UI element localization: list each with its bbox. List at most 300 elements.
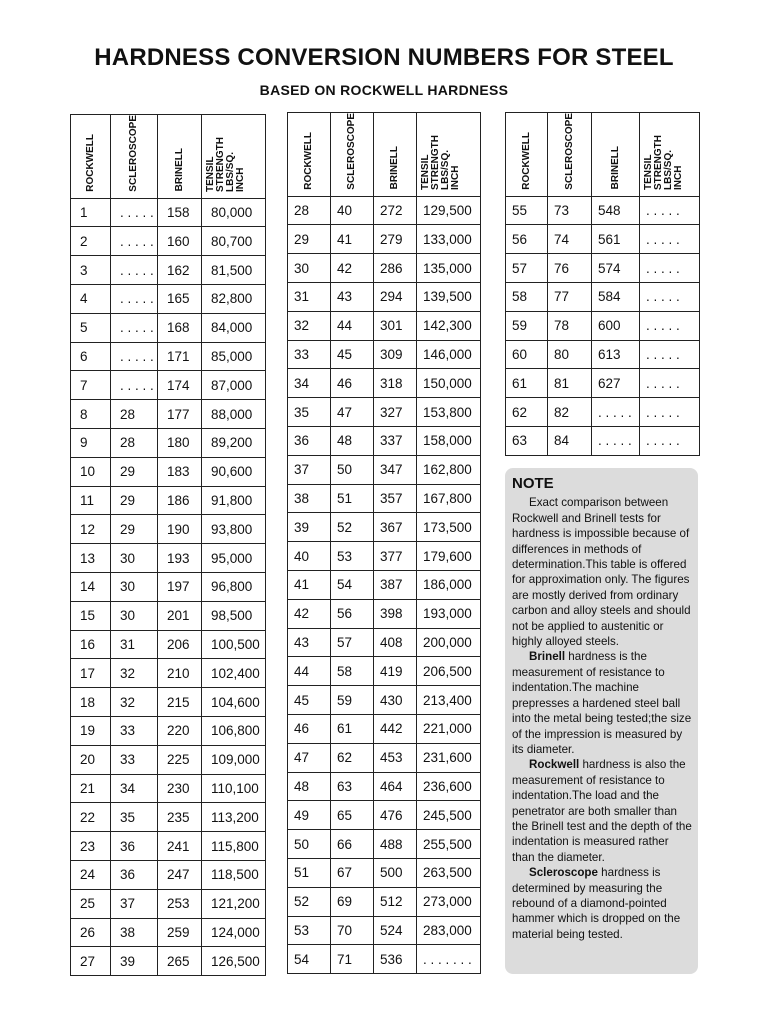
header-scleroscope: SCLEROSCOPE: [331, 113, 374, 197]
table-row: [71, 832, 266, 861]
table-row: [506, 340, 700, 369]
table-row: [71, 342, 266, 371]
tensile-strength-cell: 102,400: [202, 659, 266, 688]
rockwell-cell: 40: [288, 542, 331, 571]
tensile-strength-cell: 142,300: [417, 311, 481, 340]
header-brinell: BRINELL: [158, 115, 202, 199]
scleroscope-cell: 82: [548, 398, 592, 427]
tensile-strength-cell: 153,800: [417, 398, 481, 427]
scleroscope-cell: 59: [331, 686, 374, 715]
brinell-cell: 536: [374, 945, 417, 974]
rockwell-cell: 21: [71, 774, 111, 803]
scleroscope-cell: 45: [331, 340, 374, 369]
table-row: [288, 542, 481, 571]
scleroscope-cell: 77: [548, 283, 592, 312]
brinell-cell: 265: [158, 947, 202, 976]
rockwell-cell: 14: [71, 573, 111, 602]
table-row: [506, 254, 700, 283]
scleroscope-cell: 47: [331, 398, 374, 427]
scleroscope-cell: 30: [111, 601, 158, 630]
scleroscope-cell: 29: [111, 486, 158, 515]
table-row: [71, 889, 266, 918]
table-row: [506, 311, 700, 340]
table-row: [506, 196, 700, 225]
rockwell-cell: 60: [506, 340, 548, 369]
brinell-term: Brinell: [529, 650, 566, 664]
tensile-strength-cell: 146,000: [417, 340, 481, 369]
scleroscope-cell: 30: [111, 573, 158, 602]
tensile-strength-cell: 162,800: [417, 455, 481, 484]
header-brinell: BRINELL: [374, 113, 417, 197]
scleroscope-cell: 44: [331, 311, 374, 340]
rockwell-cell: 25: [71, 889, 111, 918]
header-tensile-strength: TENSIL STRENGTH LBS/SQ. INCH: [202, 115, 266, 199]
rockwell-cell: 31: [288, 283, 331, 312]
scleroscope-cell: 34: [111, 774, 158, 803]
scleroscope-cell: 36: [111, 832, 158, 861]
brinell-cell: 301: [374, 311, 417, 340]
table-row: [288, 398, 481, 427]
brinell-cell: 476: [374, 801, 417, 830]
table-row: [71, 198, 266, 227]
scleroscope-cell: 53: [331, 542, 374, 571]
table-row: [71, 515, 266, 544]
header-rockwell: ROCKWELL: [71, 115, 111, 199]
tensile-strength-cell: 115,800: [202, 832, 266, 861]
tensile-strength-cell: 81,500: [202, 256, 266, 285]
table-row: [71, 688, 266, 717]
tensile-strength-cell: 245,500: [417, 801, 481, 830]
table-row: [288, 772, 481, 801]
scleroscope-cell: . . . . .: [111, 256, 158, 285]
table-row: [506, 283, 700, 312]
table-row: [71, 774, 266, 803]
tensile-strength-cell: 236,600: [417, 772, 481, 801]
brinell-cell: 309: [374, 340, 417, 369]
scleroscope-cell: . . . . .: [111, 285, 158, 314]
tensile-strength-cell: . . . . .: [640, 283, 700, 312]
rockwell-cell: 26: [71, 918, 111, 947]
rockwell-cell: 33: [288, 340, 331, 369]
brinell-description: hardness is the measurement of resistance to indentation.The machine prepresses a hardened steel ball into the metal being tested;the size of the impression is measured by its diameter.: [512, 650, 692, 756]
rockwell-cell: 19: [71, 717, 111, 746]
brinell-cell: 318: [374, 369, 417, 398]
rockwell-cell: 41: [288, 571, 331, 600]
rockwell-cell: 30: [288, 254, 331, 283]
brinell-cell: 464: [374, 772, 417, 801]
table-row: [288, 628, 481, 657]
tensile-strength-cell: 135,000: [417, 254, 481, 283]
tensile-strength-cell: 96,800: [202, 573, 266, 602]
brinell-cell: 286: [374, 254, 417, 283]
rockwell-cell: 51: [288, 859, 331, 888]
scleroscope-cell: 35: [111, 803, 158, 832]
rockwell-cell: 9: [71, 429, 111, 458]
rockwell-cell: 11: [71, 486, 111, 515]
rockwell-cell: 6: [71, 342, 111, 371]
scleroscope-cell: . . . . .: [111, 227, 158, 256]
brinell-cell: 488: [374, 830, 417, 859]
tensile-strength-cell: 100,500: [202, 630, 266, 659]
rockwell-cell: 3: [71, 256, 111, 285]
table-row: [71, 227, 266, 256]
rockwell-cell: 5: [71, 313, 111, 342]
tensile-strength-cell: 113,200: [202, 803, 266, 832]
brinell-cell: 162: [158, 256, 202, 285]
tensile-strength-cell: 231,600: [417, 743, 481, 772]
header-scleroscope: SCLEROSCOPE: [111, 115, 158, 199]
tensile-strength-cell: 110,100: [202, 774, 266, 803]
tensile-strength-cell: 88,000: [202, 400, 266, 429]
brinell-cell: 387: [374, 571, 417, 600]
scleroscope-cell: 57: [331, 628, 374, 657]
brinell-cell: 177: [158, 400, 202, 429]
rockwell-cell: 29: [288, 225, 331, 254]
table-row: [71, 918, 266, 947]
table-row: [288, 743, 481, 772]
scleroscope-cell: 39: [111, 947, 158, 976]
brinell-cell: 279: [374, 225, 417, 254]
scleroscope-cell: 61: [331, 715, 374, 744]
scleroscope-cell: 52: [331, 513, 374, 542]
tensile-strength-cell: . . . . .: [640, 340, 700, 369]
scleroscope-cell: 56: [331, 599, 374, 628]
rockwell-cell: 32: [288, 311, 331, 340]
brinell-cell: 377: [374, 542, 417, 571]
rockwell-cell: 45: [288, 686, 331, 715]
brinell-cell: 225: [158, 745, 202, 774]
brinell-cell: 259: [158, 918, 202, 947]
rockwell-cell: 62: [506, 398, 548, 427]
brinell-cell: 548: [592, 196, 640, 225]
rockwell-cell: 2: [71, 227, 111, 256]
note-paragraph-brinell: [512, 649, 692, 757]
table-row: [288, 715, 481, 744]
table-row: [506, 369, 700, 398]
table-row: [71, 803, 266, 832]
tensile-strength-cell: 82,800: [202, 285, 266, 314]
header-tensile-strength: TENSIL STRENGTH LBS/SQ. INCH: [417, 113, 481, 197]
table-row: [288, 945, 481, 974]
scleroscope-cell: . . . . .: [111, 371, 158, 400]
brinell-cell: 419: [374, 657, 417, 686]
rockwell-cell: 10: [71, 457, 111, 486]
tensile-strength-cell: 93,800: [202, 515, 266, 544]
header-rockwell: ROCKWELL: [288, 113, 331, 197]
scleroscope-cell: 48: [331, 427, 374, 456]
scleroscope-cell: 37: [111, 889, 158, 918]
rockwell-cell: 16: [71, 630, 111, 659]
scleroscope-cell: 65: [331, 801, 374, 830]
brinell-cell: 171: [158, 342, 202, 371]
rockwell-cell: 43: [288, 628, 331, 657]
note-paragraph-scleroscope: [512, 865, 692, 942]
table-row: [288, 916, 481, 945]
brinell-cell: 272: [374, 196, 417, 225]
tensile-strength-cell: 80,000: [202, 198, 266, 227]
brinell-cell: 190: [158, 515, 202, 544]
scleroscope-cell: 51: [331, 484, 374, 513]
header-tensile-strength: TENSIL STRENGTH LBS/SQ. INCH: [640, 113, 700, 197]
note-box: [505, 468, 698, 974]
rockwell-cell: 36: [288, 427, 331, 456]
brinell-cell: 357: [374, 484, 417, 513]
scleroscope-cell: 74: [548, 225, 592, 254]
table-row: [288, 196, 481, 225]
rockwell-cell: 37: [288, 455, 331, 484]
tensile-strength-cell: 206,500: [417, 657, 481, 686]
rockwell-cell: 63: [506, 427, 548, 456]
rockwell-cell: 1: [71, 198, 111, 227]
rockwell-cell: 4: [71, 285, 111, 314]
scleroscope-cell: 46: [331, 369, 374, 398]
brinell-cell: 168: [158, 313, 202, 342]
brinell-cell: 174: [158, 371, 202, 400]
table-row: [288, 455, 481, 484]
rockwell-cell: 49: [288, 801, 331, 830]
rockwell-cell: 53: [288, 916, 331, 945]
table-row: [288, 225, 481, 254]
rockwell-cell: 17: [71, 659, 111, 688]
scleroscope-cell: . . . . .: [111, 198, 158, 227]
brinell-cell: 574: [592, 254, 640, 283]
brinell-cell: 220: [158, 717, 202, 746]
rockwell-cell: 7: [71, 371, 111, 400]
rockwell-cell: 59: [506, 311, 548, 340]
table-row: [71, 285, 266, 314]
table-row: [288, 427, 481, 456]
brinell-cell: 197: [158, 573, 202, 602]
brinell-cell: 561: [592, 225, 640, 254]
brinell-cell: 210: [158, 659, 202, 688]
table-row: [288, 599, 481, 628]
rockwell-cell: 34: [288, 369, 331, 398]
header-brinell: BRINELL: [592, 113, 640, 197]
brinell-cell: 230: [158, 774, 202, 803]
scleroscope-cell: 66: [331, 830, 374, 859]
conversion-table-1: [70, 114, 266, 976]
rockwell-cell: 24: [71, 861, 111, 890]
page-subtitle: BASED ON ROCKWELL HARDNESS: [259, 82, 509, 98]
tensile-strength-cell: 95,000: [202, 544, 266, 573]
rockwell-cell: 50: [288, 830, 331, 859]
rockwell-cell: 48: [288, 772, 331, 801]
tensile-strength-cell: 133,000: [417, 225, 481, 254]
table-row: [71, 400, 266, 429]
brinell-cell: 500: [374, 859, 417, 888]
tensile-strength-cell: 263,500: [417, 859, 481, 888]
brinell-cell: 613: [592, 340, 640, 369]
brinell-cell: 160: [158, 227, 202, 256]
rockwell-description: hardness is also the measurement of resistance to indentation.The load and the penetrator are both smaller than the Brinell test and the depth of the indentation is measured rather than the diameter.: [512, 758, 692, 864]
rockwell-cell: 18: [71, 688, 111, 717]
tensile-strength-cell: 167,800: [417, 484, 481, 513]
tensile-strength-cell: 84,000: [202, 313, 266, 342]
table-row: [288, 311, 481, 340]
scleroscope-cell: 63: [331, 772, 374, 801]
tensile-strength-cell: 85,000: [202, 342, 266, 371]
table-row: [71, 256, 266, 285]
scleroscope-cell: 32: [111, 688, 158, 717]
scleroscope-cell: 76: [548, 254, 592, 283]
tensile-strength-cell: 213,400: [417, 686, 481, 715]
scleroscope-cell: 38: [111, 918, 158, 947]
rockwell-cell: 56: [506, 225, 548, 254]
tensile-strength-cell: 139,500: [417, 283, 481, 312]
scleroscope-cell: 69: [331, 887, 374, 916]
conversion-table-3: [505, 112, 700, 456]
tensile-strength-cell: . . . . . . .: [417, 945, 481, 974]
tensile-strength-cell: 193,000: [417, 599, 481, 628]
table-row: [288, 369, 481, 398]
note-heading: NOTE: [512, 475, 554, 492]
scleroscope-cell: 42: [331, 254, 374, 283]
tensile-strength-cell: . . . . .: [640, 254, 700, 283]
tensile-strength-cell: 80,700: [202, 227, 266, 256]
brinell-cell: 206: [158, 630, 202, 659]
tensile-strength-cell: 255,500: [417, 830, 481, 859]
tensile-strength-cell: . . . . .: [640, 196, 700, 225]
tensile-strength-cell: . . . . .: [640, 427, 700, 456]
rockwell-cell: 27: [71, 947, 111, 976]
scleroscope-cell: . . . . .: [111, 342, 158, 371]
tensile-strength-cell: 129,500: [417, 196, 481, 225]
tensile-strength-cell: 104,600: [202, 688, 266, 717]
note-paragraph-intro: Exact comparison between Rockwell and Brinell tests for hardness is impossible because of differences in methods of determination.This table is offered for approximation only. The figures are mostly derived from ordinary carbon and alloy steels and should not be applied to austenitic or highly alloyed steels.: [512, 496, 691, 649]
rockwell-cell: 35: [288, 398, 331, 427]
brinell-cell: 408: [374, 628, 417, 657]
table-row: [71, 630, 266, 659]
rockwell-cell: 39: [288, 513, 331, 542]
table-row: [71, 371, 266, 400]
table-row: [288, 254, 481, 283]
rockwell-cell: 57: [506, 254, 548, 283]
table-row: [288, 887, 481, 916]
scleroscope-term: Scleroscope: [529, 866, 598, 880]
brinell-cell: 337: [374, 427, 417, 456]
tensile-strength-cell: . . . . .: [640, 311, 700, 340]
tensile-strength-cell: 89,200: [202, 429, 266, 458]
rockwell-cell: 15: [71, 601, 111, 630]
rockwell-cell: 38: [288, 484, 331, 513]
brinell-cell: 247: [158, 861, 202, 890]
page-title: HARDNESS CONVERSION NUMBERS FOR STEEL: [94, 44, 674, 71]
scleroscope-cell: 36: [111, 861, 158, 890]
table-row: [71, 573, 266, 602]
tensile-strength-cell: 179,600: [417, 542, 481, 571]
conversion-table-2: [287, 112, 481, 974]
table-row: [71, 745, 266, 774]
rockwell-cell: 52: [288, 887, 331, 916]
tensile-strength-cell: 200,000: [417, 628, 481, 657]
scleroscope-cell: 29: [111, 515, 158, 544]
table-row: [71, 861, 266, 890]
header-scleroscope: SCLEROSCOPE: [548, 113, 592, 197]
scleroscope-cell: 84: [548, 427, 592, 456]
table-row: [71, 717, 266, 746]
brinell-cell: 215: [158, 688, 202, 717]
scleroscope-cell: 33: [111, 745, 158, 774]
tensile-strength-cell: 221,000: [417, 715, 481, 744]
table-row: [71, 947, 266, 976]
table-row: [506, 427, 700, 456]
scleroscope-description: hardness is determined by measuring the rebound of a diamond-pointed hammer which is dropped on the material being tested.: [512, 866, 681, 941]
scleroscope-cell: 32: [111, 659, 158, 688]
tensile-strength-cell: . . . . .: [640, 398, 700, 427]
scleroscope-cell: 73: [548, 196, 592, 225]
brinell-cell: 158: [158, 198, 202, 227]
scleroscope-cell: 70: [331, 916, 374, 945]
rockwell-term: Rockwell: [529, 758, 580, 772]
brinell-cell: 241: [158, 832, 202, 861]
table-row: [71, 313, 266, 342]
scleroscope-cell: 78: [548, 311, 592, 340]
tensile-strength-cell: 121,200: [202, 889, 266, 918]
brinell-cell: 347: [374, 455, 417, 484]
table-row: [71, 659, 266, 688]
table-row: [288, 571, 481, 600]
table-row: [288, 283, 481, 312]
table-row: [71, 544, 266, 573]
scleroscope-cell: 54: [331, 571, 374, 600]
table-row: [288, 859, 481, 888]
brinell-cell: 430: [374, 686, 417, 715]
table-row: [71, 601, 266, 630]
scleroscope-cell: 50: [331, 455, 374, 484]
scleroscope-cell: 41: [331, 225, 374, 254]
brinell-cell: 584: [592, 283, 640, 312]
tensile-strength-cell: 173,500: [417, 513, 481, 542]
brinell-cell: 367: [374, 513, 417, 542]
brinell-cell: 524: [374, 916, 417, 945]
brinell-cell: . . . . .: [592, 398, 640, 427]
rockwell-cell: 20: [71, 745, 111, 774]
rockwell-cell: 44: [288, 657, 331, 686]
tensile-strength-cell: 87,000: [202, 371, 266, 400]
rockwell-cell: 46: [288, 715, 331, 744]
table-row: [288, 340, 481, 369]
table-row: [288, 801, 481, 830]
tensile-strength-cell: 106,800: [202, 717, 266, 746]
rockwell-cell: 47: [288, 743, 331, 772]
brinell-cell: 398: [374, 599, 417, 628]
tensile-strength-cell: 186,000: [417, 571, 481, 600]
scleroscope-cell: 67: [331, 859, 374, 888]
header-rockwell: ROCKWELL: [506, 113, 548, 197]
table-row: [288, 657, 481, 686]
scleroscope-cell: 29: [111, 457, 158, 486]
tensile-strength-cell: 91,800: [202, 486, 266, 515]
table-row: [71, 457, 266, 486]
rockwell-cell: 42: [288, 599, 331, 628]
brinell-cell: 186: [158, 486, 202, 515]
scleroscope-cell: 62: [331, 743, 374, 772]
rockwell-cell: 28: [288, 196, 331, 225]
brinell-cell: 253: [158, 889, 202, 918]
tensile-strength-cell: 118,500: [202, 861, 266, 890]
tensile-strength-cell: . . . . .: [640, 369, 700, 398]
brinell-cell: 201: [158, 601, 202, 630]
scleroscope-cell: 30: [111, 544, 158, 573]
table-row: [71, 486, 266, 515]
rockwell-cell: 23: [71, 832, 111, 861]
tensile-strength-cell: . . . . .: [640, 225, 700, 254]
scleroscope-cell: 33: [111, 717, 158, 746]
tensile-strength-cell: 158,000: [417, 427, 481, 456]
brinell-cell: 165: [158, 285, 202, 314]
tensile-strength-cell: 90,600: [202, 457, 266, 486]
brinell-cell: 180: [158, 429, 202, 458]
